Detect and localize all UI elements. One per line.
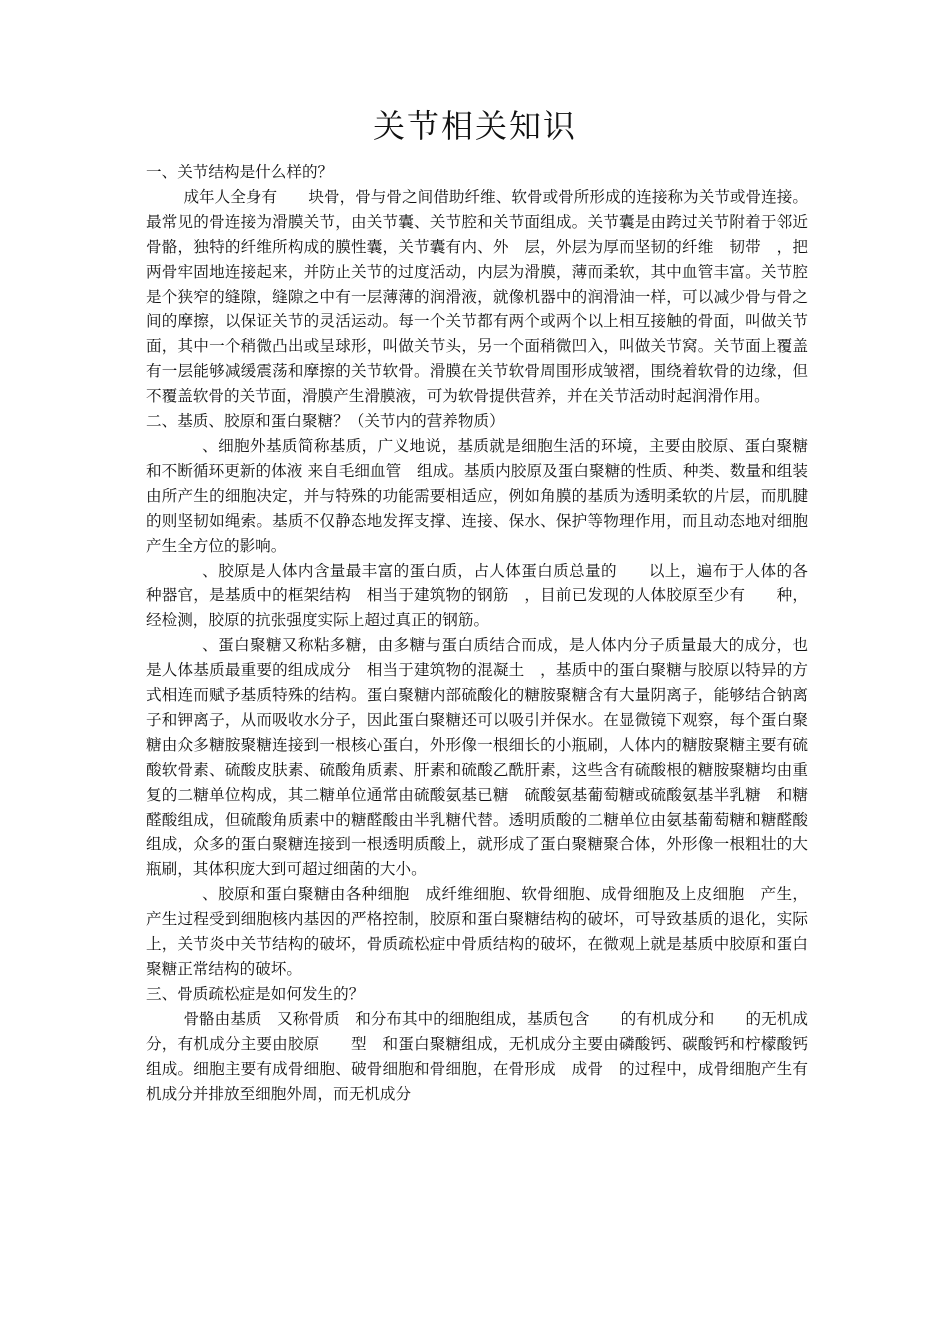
document-body	[146, 160, 808, 1106]
paragraph-bone-composition: 骨骼由基质 又称骨质 和分布其中的细胞组成，基质包含 的有机成分和 的无机成分，有机成分主要由胶原 型 和蛋白聚糖组成，无机成分主要由磷酸钙、碳酸钙和柠檬酸钙组成。细胞主要有成骨细胞、破骨细胞和骨细胞，在骨形成 成骨 的过程中，成骨细胞产生有机成分并排放至细胞外周，而无机成分	[146, 1009, 808, 1103]
paragraph-proteoglycan: 、蛋白聚糖又称粘多糖，由多糖与蛋白质结合而成，是人体内分子质量最大的成分，也是人体基质最重要的组成成分 相当于建筑物的混凝土 ，基质中的蛋白聚糖与胶原以特异的方式相连而赋予基质特殊的结构。蛋白聚糖内部硫酸化的糖胺聚糖含有大量阴离子，能够结合钠离子和钾离子，从而吸收水分子，因此蛋白聚糖还可以吸引并保水。在显微镜下观察，每个蛋白聚糖由众多糖胺聚糖连接到一根核心蛋白，外形像一根细长的小瓶刷，人体内的糖胺聚糖主要有硫酸软骨素、硫酸皮肤素、硫酸角质素、肝素和硫酸乙酰肝素，这些含有硫酸根的糖胺聚糖均由重复的二糖单位构成，其二糖单位通常由硫酸氨基已糖 硫酸氨基葡萄糖或硫酸氨基半乳糖 和糖醛酸组成，但硫酸角质素中的糖醛酸由半乳糖代替。透明质酸的二糖单位由氨基葡萄糖和糖醛酸组成，众多的蛋白聚糖连接到一根透明质酸上，就形成了蛋白聚糖聚合体，外形像一根粗壮的大瓶刷，其体积庞大到可超过细菌的大小。	[146, 636, 808, 879]
paragraph-extracellular-matrix: 、细胞外基质简称基质，广义地说，基质就是细胞生活的环境，主要由胶原、蛋白聚糖和不断循环更新的体液 来自毛细血管 组成。基质内胶原及蛋白聚糖的性质、种类、数量和组装由所产生的细胞决定，并与特殊的功能需要相适应，例如角膜的基质为透明柔软的片层，而肌腱的则坚韧如绳索。基质不仅静态地发挥支撑、连接、保水、保护等物理作用，而且动态地对细胞产生全方位的影响。	[146, 436, 808, 555]
section-heading-matrix: 二、基质、胶原和蛋白聚糖？（关节内的营养物质）	[146, 412, 505, 431]
paragraph-joint-structure: 成年人全身有 块骨，骨与骨之间借助纤维、软骨或骨所形成的连接称为关节或骨连接。最常见的骨连接为滑膜关节，由关节囊、关节腔和关节面组成。关节囊是由跨过关节附着于邻近骨骼，独特的纤维所构成的膜性囊，关节囊有内、外 层，外层为厚而坚韧的纤维 韧带 ，把两骨牢固地连接起来，并防止关节的过度活动，内层为滑膜，薄而柔软，其中血管丰富。关节腔是个狭窄的缝隙，缝隙之中有一层薄薄的润滑液，就像机器中的润滑油一样，可以减少骨与骨之间的摩擦，以保证关节的灵活运动。每一个关节都有两个或两个以上相互接触的骨面，叫做关节面，其中一个稍微凸出或呈球形，叫做关节头，另一个面稍微凹入，叫做关节窝。关节面上覆盖有一层能够减缓震荡和摩擦的关节软骨。滑膜在关节软骨周围形成皱褶，围绕着软骨的边缘，但不覆盖软骨的关节面，滑膜产生滑膜液，可为软骨提供营养，并在关节活动时起润滑作用。	[146, 187, 808, 406]
page-title: 关节相关知识	[372, 107, 577, 145]
paragraph-collagen: 、胶原是人体内含量最丰富的蛋白质，占人体蛋白质总量的 以上，遍布于人体的各种器官，是基质中的框架结构 相当于建筑物的钢筋 ，目前已发现的人体胶原至少有 种，经检测，胶原的抗张强度实际上超过真正的钢筋。	[146, 561, 808, 630]
section-heading-osteoporosis: 三、骨质疏松症是如何发生的？	[146, 984, 365, 1003]
paragraph-cells-production: 、胶原和蛋白聚糖由各种细胞 成纤维细胞、软骨细胞、成骨细胞及上皮细胞 产生，产生过程受到细胞核内基因的严格控制，胶原和蛋白聚糖结构的破坏，可导致基质的退化，实际上，关节炎中关节结构的破坏，骨质疏松症中骨质结构的破坏，在微观上就是基质中胶原和蛋白聚糖正常结构的破坏。	[146, 885, 808, 978]
section-heading-structure: 一、关节结构是什么样的？	[146, 163, 334, 181]
